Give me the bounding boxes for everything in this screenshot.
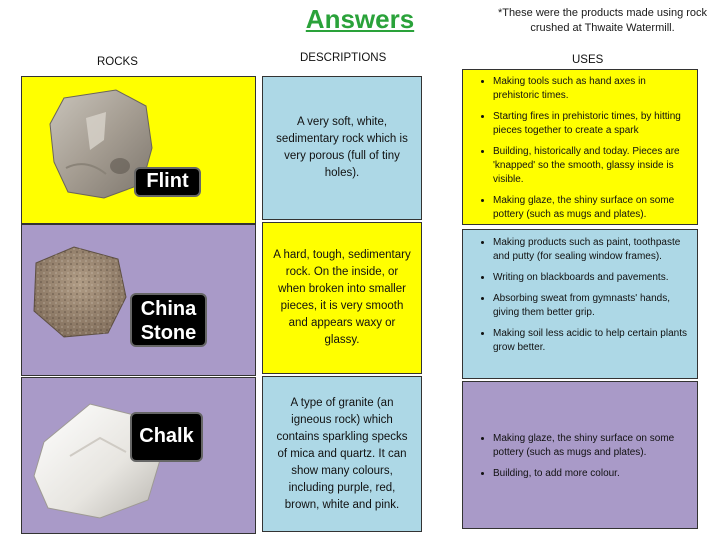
footnote: *These were the products made using rock crushed at Thwaite Watermill. bbox=[497, 7, 708, 34]
uses-item: • Making glaze, the shiny surface on some pottery (such as mugs and plates). bbox=[493, 194, 691, 222]
uses-item: • Making glaze, the shiny surface on some pottery (such as mugs and plates). bbox=[493, 432, 691, 460]
uses-item: • Building, historically and today. Pieces are 'knapped' so the smooth, glassy inside is visible. bbox=[493, 145, 691, 187]
uses-item: • Absorbing sweat from gymnasts' hands, giving them better grip. bbox=[493, 292, 691, 320]
uses-item: • Making soil less acidic to help certain plants grow better. bbox=[493, 327, 691, 355]
description-text-3: A type of granite (an igneous rock) which contains sparkling specks of mica and quartz. It can show many colours, including purple, red, brown, white and pink. bbox=[276, 396, 408, 511]
uses-item: • Building, to add more colour. bbox=[493, 467, 691, 481]
uses-box-1 bbox=[462, 69, 698, 225]
column-header-descriptions: DESCRIPTIONS bbox=[300, 52, 387, 64]
rock-label-china-stone bbox=[130, 293, 207, 347]
column-header-rocks: ROCKS bbox=[97, 56, 138, 68]
uses-item: • Writing on blackboards and pavements. bbox=[493, 271, 691, 285]
rock-label-flint: Flint bbox=[134, 167, 201, 197]
rock-label-china-stone-text: China Stone bbox=[140, 298, 197, 344]
description-box-3 bbox=[262, 376, 422, 532]
uses-item: • Starting fires in prehistoric times, by hitting pieces together to create a spark bbox=[493, 110, 691, 138]
uses-box-2 bbox=[462, 229, 698, 379]
description-text-1: A very soft, white, sedimentary rock which is very porous (full of tiny holes). bbox=[276, 116, 408, 179]
rock-label-chalk: Chalk bbox=[130, 412, 203, 462]
description-box-1 bbox=[262, 76, 422, 220]
uses-item: • Making products such as paint, toothpaste and putty (for sealing window frames). bbox=[493, 236, 691, 264]
uses-box-3 bbox=[462, 381, 698, 529]
description-box-2 bbox=[262, 222, 422, 374]
page-title: Answers bbox=[305, 4, 415, 34]
description-text-2: A hard, tough, sedimentary rock. On the inside, or when broken into smaller pieces, it is very smooth and appears waxy or glassy. bbox=[273, 249, 411, 346]
column-header-uses: USES bbox=[572, 54, 604, 66]
china-stone-rock-image bbox=[28, 245, 128, 340]
uses-item: • Making tools such as hand axes in prehistoric times. bbox=[493, 75, 691, 103]
